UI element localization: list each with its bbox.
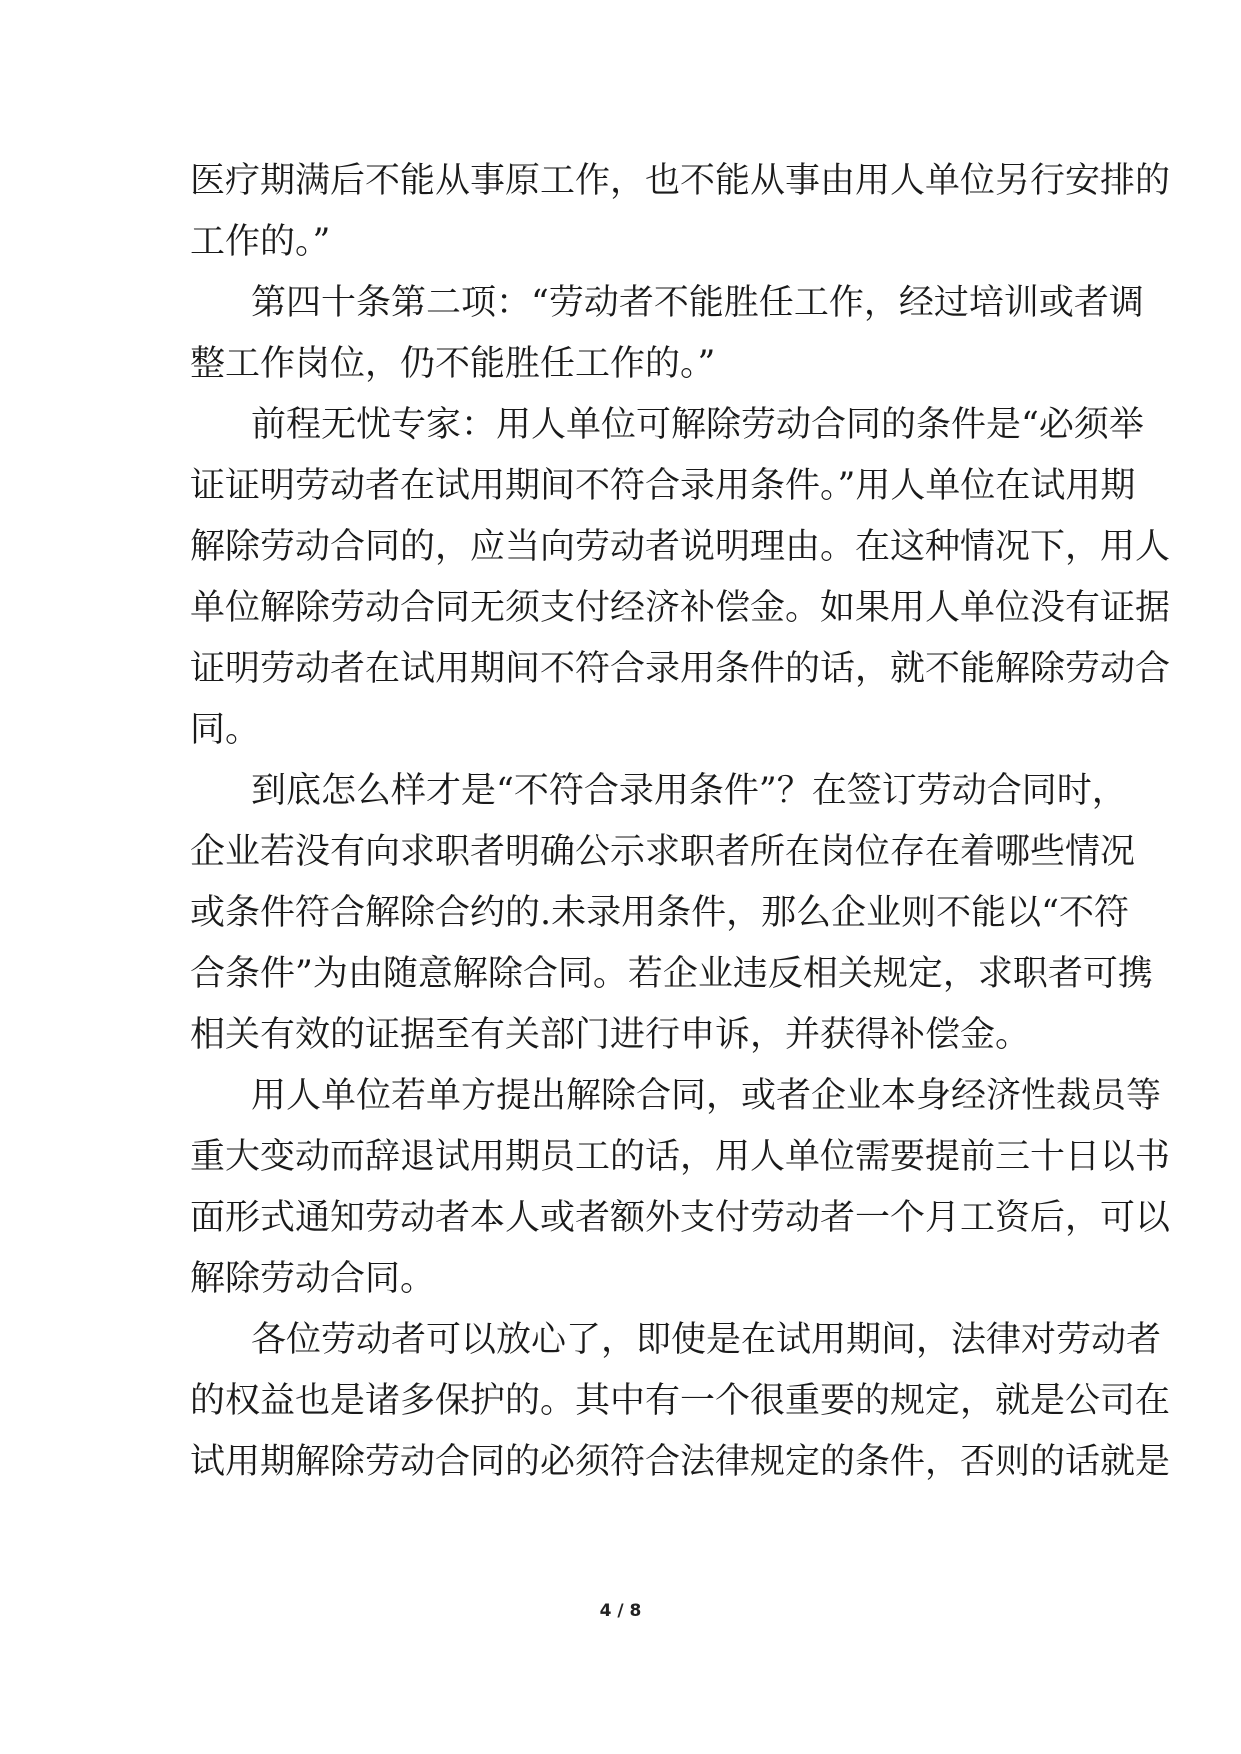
text-line-2: 工作的。” (190, 222, 331, 262)
text-line-20: 各位劳动者可以放心了，即使是在试用期间，法律对劳动者 (251, 1320, 1162, 1360)
text-line-11: 到底怎么样才是“不符合录用条件”？在签订劳动合同时， (251, 771, 1127, 811)
text-line-14: 合条件”为由随意解除合同。若企业违反相关规定，求职者可携 (190, 954, 1153, 994)
text-line-6: 证证明劳动者在试用期间不符合录用条件。”用人单位在试用期 (190, 466, 1136, 506)
text-line-13: 或条件符合解除合约的.未录用条件，那么企业则不能以“不符 (190, 893, 1130, 933)
text-line-8: 单位解除劳动合同无须支付经济补偿金。如果用人单位没有证据 (190, 588, 1171, 628)
text-line-9: 证明劳动者在试用期间不符合录用条件的话，就不能解除劳动合 (190, 649, 1171, 689)
text-line-18: 面形式通知劳动者本人或者额外支付劳动者一个月工资后，可以 (190, 1198, 1171, 1238)
text-line-1: 医疗期满后不能从事原工作，也不能从事由用人单位另行安排的 (190, 161, 1171, 201)
text-line-10: 同。 (190, 710, 261, 750)
text-line-19: 解除劳动合同。 (190, 1259, 436, 1299)
text-line-4: 整工作岗位，仍不能胜任工作的。” (190, 344, 716, 384)
body-text (190, 151, 1171, 1493)
page-number: 4 / 8 (599, 1601, 642, 1621)
text-line-15: 相关有效的证据至有关部门进行申诉，并获得补偿金。 (190, 1015, 1031, 1055)
text-line-22: 试用期解除劳动合同的必须符合法律规定的条件，否则的话就是 (190, 1442, 1171, 1482)
text-line-16: 用人单位若单方提出解除合同，或者企业本身经济性裁员等 (251, 1076, 1162, 1116)
text-line-17: 重大变动而辞退试用期员工的话，用人单位需要提前三十日以书 (190, 1137, 1171, 1177)
text-line-5: 前程无忧专家：用人单位可解除劳动合同的条件是“必须举 (251, 405, 1144, 445)
text-line-12: 企业若没有向求职者明确公示求职者所在岗位存在着哪些情况 (190, 832, 1136, 872)
text-line-21: 的权益也是诸多保护的。其中有一个很重要的规定，就是公司在 (190, 1381, 1171, 1421)
text-line-7: 解除劳动合同的，应当向劳动者说明理由。在这种情况下，用人 (190, 527, 1171, 567)
text-line-3: 第四十条第二项：“劳动者不能胜任工作，经过培训或者调 (251, 283, 1144, 323)
